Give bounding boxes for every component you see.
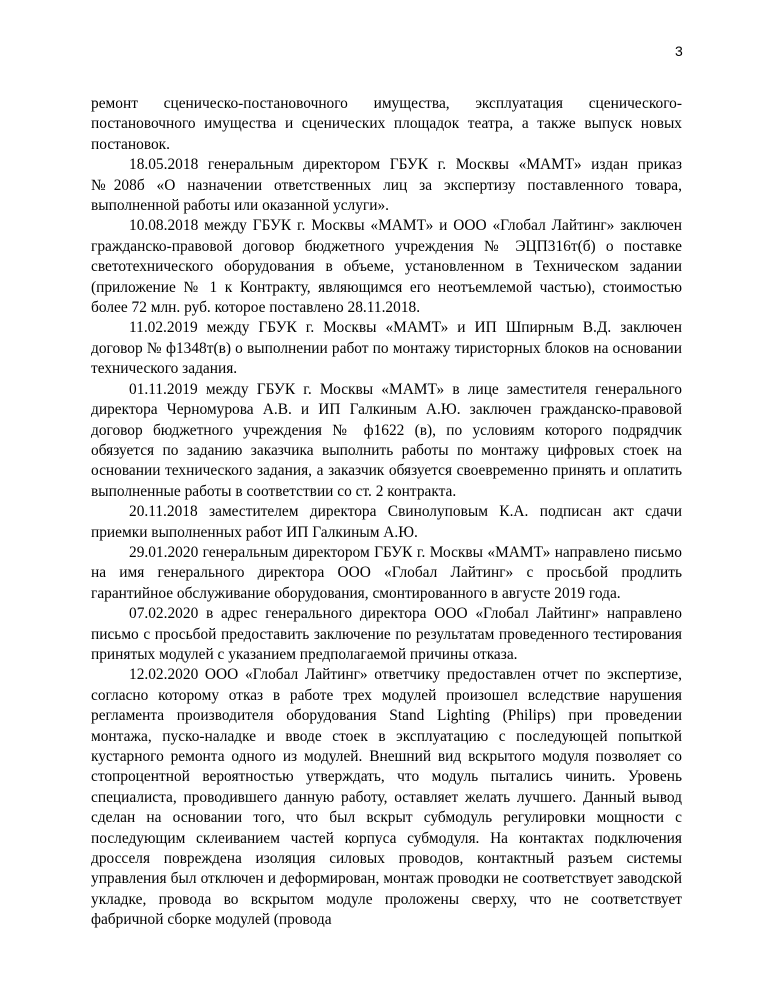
paragraph-expert-report: 12.02.2020 ООО «Глобал Лайтинг» ответчику предоставлен отчет по экспертизе, согласно которому отказ в работе трех модулей произошел вследствие нарушения регламента производителя оборудования Stand Lighting (Philips) при проведении монтажа, пуско-наладке и вводе стоек в эксплуатацию с последующей попыткой кустарного ремонта одного из модулей. Внешний вид вскрытого модуля позволяет со стопроцентной вероятностью утверждать, что модуль пытались чинить. Уровень специалиста, проводившего данную работу, оставляет желать лучшего. Данный вывод сделан на основании того, что был вскрыт субмодуль регулировки мощности с последующим склеиванием частей корпуса субмодуля. На контактах подключения дросселя повреждена изоляция силовых проводов, контактный разъем системы управления был отключен и деформирован, монтаж проводки не соответствует заводской укладке, провода во вскрытом модуле проложены сверху, что не соответствует фабричной сборке модулей (провода <box>91 666 682 929</box>
paragraph-order-208b: 18.05.2018 генеральным директором ГБУК г. Москвы «МАМТ» издан приказ №208б «О назначении ответственных лиц за экспертизу поставленного товара, выполненной работы или оказанной услуги». <box>91 156 682 215</box>
paragraph-warranty-letter: 29.01.2020 генеральным директором ГБУК г. Москвы «МАМТ» направлено письмо на имя генерального директора ООО «Глобал Лайтинг» с просьбой продлить гарантийное обслуживание оборудования, смонтированного в августе 2019 года. <box>91 543 682 602</box>
paragraph-testing-request: 07.02.2020 в адрес генерального директора ООО «Глобал Лайтинг» направлено письмо с просьбой предоставить заключение по результатам проведенного тестирования принятых модулей с указанием предполагаемой причины отказа. <box>91 605 682 663</box>
paragraph-contract-shpirny: 11.02.2019 между ГБУК г. Москвы «МАМТ» и ИП Шпирным В.Д. заключен договор № ф1348т(в) о выполнении работ по монтажу тиристорных блоков на основании технического задания. <box>91 319 682 378</box>
paragraph-acceptance-act: 20.11.2018 заместителем директора Свинолуповым К.А. подписан акт сдачи приемки выполненных работ ИП Галкиным А.Ю. <box>91 503 682 541</box>
page-number: 3 <box>675 43 683 59</box>
paragraph-contract-global-lighting: 10.08.2018 между ГБУК г. Москвы «МАМТ» и ООО «Глобал Лайтинг» заключен гражданско-правовой договор бюджетного учреждения № ЭЦП316т(б) о поставке светотехнического оборудования в объеме, установленном в Техническом задании (приложение № 1 к Контракту, являющимся его неотъемлемой частью), стоимостью более 72 млн. руб. которое поставлено 28.11.2018. <box>91 217 682 317</box>
paragraph-contract-galkin: 01.11.2019 между ГБУК г. Москвы «МАМТ» в лице заместителя генерального директора Черномурова А.В. и ИП Галкиным А.Ю. заключен гражданско-правовой договор бюджетного учреждения № ф1622 (в), по условиям которого подрядчик обязуется по заданию заказчика выполнить работы по монтажу цифровых стоек на основании технического задания, а заказчик обязуется своевременно принять и оплатить выполненные работы в соответствии со ст. 2 контракта. <box>91 380 682 500</box>
paragraph-continuation: ремонт сценическо-постановочного имущества, эксплуатация сценического-постановочного имущества и сценических площадок театра, а также выпуск новых постановок. <box>91 95 682 153</box>
document-body <box>91 94 682 931</box>
